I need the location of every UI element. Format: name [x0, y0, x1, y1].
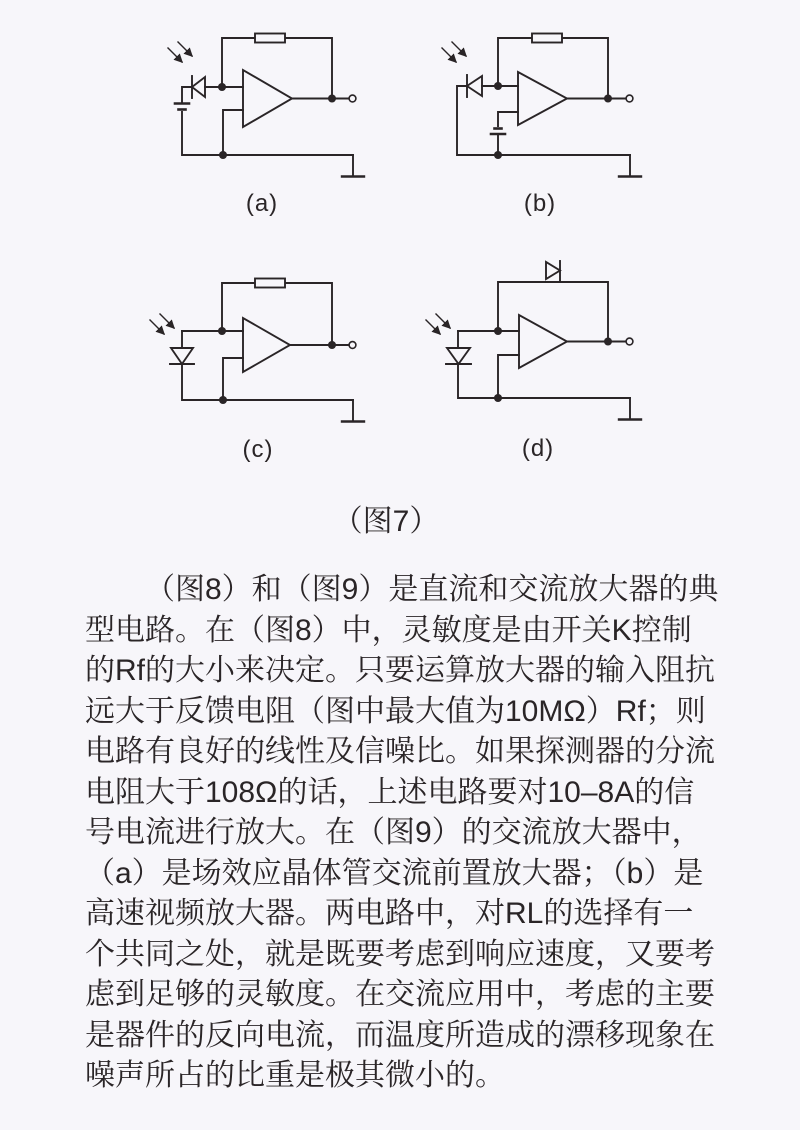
battery-icon: [491, 129, 505, 135]
circuit-b: [442, 34, 641, 177]
photodiode-icon: [192, 76, 205, 98]
circuit-a-label: (a): [245, 190, 279, 217]
circuit-a: [168, 34, 364, 177]
light-rays-icon: [442, 42, 466, 62]
text-line: 远大于反馈电阻（图中最大值为10MΩ）Rf；则: [85, 694, 706, 728]
text-line: 的Rf的大小来决定。只要运算放大器的输入阻抗: [85, 654, 715, 687]
circuit-d: [426, 261, 641, 420]
output-terminal-icon: [349, 95, 356, 102]
junction-dots: [494, 327, 612, 402]
feedback-resistor-icon: [532, 34, 562, 43]
text-line: 噪声所占的比重是极其微小的。: [85, 1059, 505, 1092]
text-line: （a）是场效应晶体管交流前置放大器；（b）是: [85, 856, 704, 890]
text-line: 高速视频放大器。两电路中，对RL的选择有一: [85, 897, 694, 930]
text-line: 是器件的反向电流，而温度所造成的漂移现象在: [85, 1018, 715, 1052]
photodiode-icon: [467, 75, 482, 97]
body-paragraph: [85, 570, 733, 1097]
light-rays-icon: [168, 42, 192, 62]
ground-icon: [342, 400, 364, 422]
circuit-c-label: (c): [242, 436, 274, 463]
text-line: 虑到足够的灵敏度。在交流应用中，考虑的主要: [85, 978, 715, 1011]
ground-icon: [619, 155, 641, 177]
circuit-a-wiring: [182, 38, 353, 155]
figure-caption: （图7）: [332, 505, 440, 538]
output-terminal-icon: [349, 342, 356, 349]
opamp-icon: [243, 318, 290, 372]
text-line: 号电流进行放大。在（图9）的交流放大器中，: [85, 816, 702, 849]
circuit-d-label: (d): [521, 435, 555, 462]
feedback-diode-icon: [546, 261, 560, 281]
ground-icon: [619, 398, 641, 420]
text-line: （图8）和（图9）是直流和交流放大器的典: [145, 573, 719, 606]
opamp-icon: [243, 70, 292, 127]
ground-icon: [342, 155, 364, 177]
opamp-icon: [519, 315, 567, 368]
text-line: 电路有良好的线性及信噪比。如果探测器的分流: [85, 735, 715, 768]
circuit-c-wiring: [182, 283, 353, 400]
light-rays-icon: [426, 314, 450, 334]
junction-dots: [494, 82, 612, 159]
photodiode-icon: [446, 348, 471, 364]
opamp-icon: [518, 72, 567, 125]
figure7-circuits: [0, 0, 800, 470]
text-line: 个共同之处，就是既要考虑到响应速度，又要考: [85, 937, 715, 971]
feedback-resistor-icon: [255, 34, 285, 43]
circuit-d-wiring: [458, 282, 630, 398]
feedback-resistor-icon: [255, 279, 285, 288]
output-terminal-icon: [626, 95, 633, 102]
text-line: 电阻大于108Ω的话，上述电路要对10–8A的信: [85, 775, 695, 809]
light-rays-icon: [150, 314, 174, 334]
photodiode-icon: [170, 348, 194, 364]
junction-dots: [218, 83, 336, 159]
battery-icon: [175, 104, 189, 110]
text-line: 型电路。在（图8）中，灵敏度是由开关K控制: [85, 613, 692, 647]
output-terminal-icon: [626, 338, 633, 345]
circuit-b-label: (b): [523, 190, 557, 217]
circuit-c: [150, 279, 364, 422]
